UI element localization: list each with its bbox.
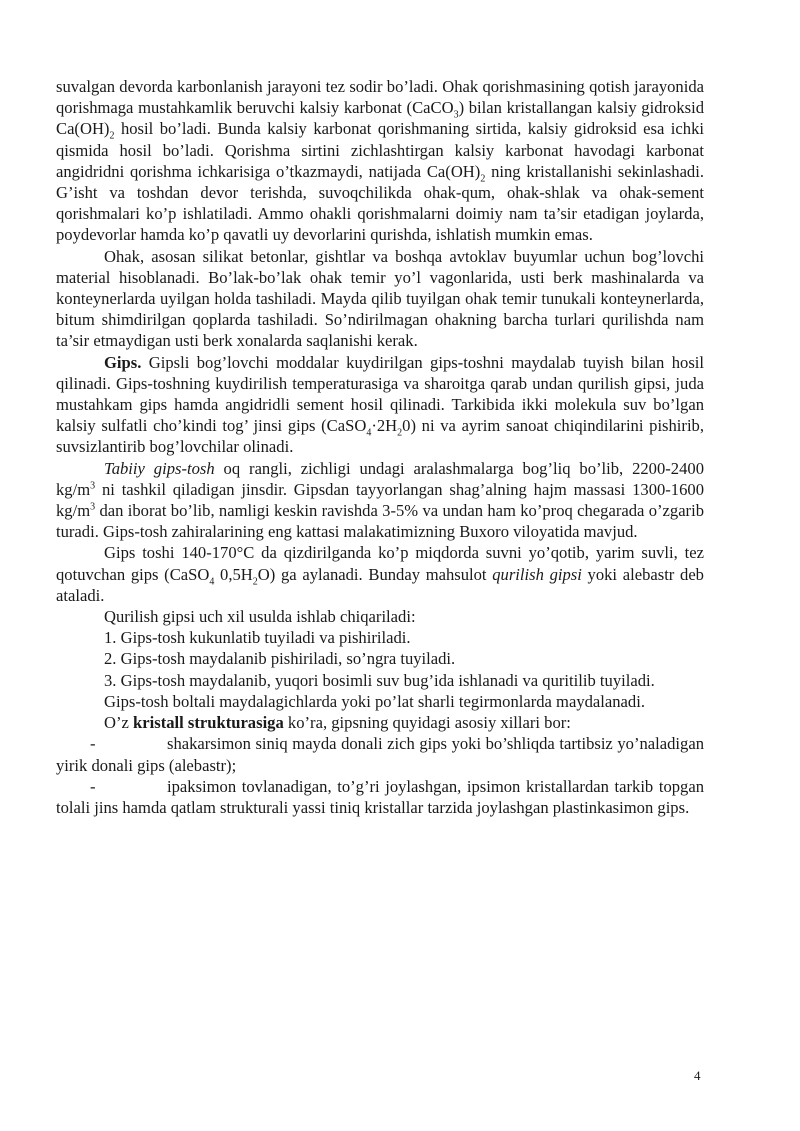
- text: ko’ra, gipsning quyidagi asosiy xillari bor:: [283, 713, 571, 733]
- subscript: 2: [397, 427, 403, 439]
- text: Gipsli bog’lovchi moddalar kuydirilgan gips-toshni maydalab tuyish bilan hosil qilinadi. Gips-toshning kuydirilish temperaturasiga va sharoitga qarab undan qurilish gipsi, juda mustahkam gips hamda angidridli sement hosil qilinadi. Tarkibida ikki molekula suv bo’lgan kalsiy sulfatli cho’kindi tog’ jinsi gips (CaSO: [56, 352, 704, 436]
- page-number: 4: [694, 1068, 701, 1083]
- section-heading: Gips.: [104, 352, 142, 372]
- subscript: 2: [109, 130, 115, 142]
- bullet-dash: -: [90, 734, 96, 754]
- list-item: 3. Gips-tosh maydalanib, yuqori bosimli suv bug’ida ishlanadi va quritilib tuyiladi.: [104, 670, 655, 690]
- bullet-item: [56, 733, 704, 775]
- text: oq rangli, zichligi undagi aralashmalarga bog’liq bo’lib, 2200-2400 kg/m: [56, 458, 704, 499]
- text: ·2H: [371, 416, 398, 436]
- document-page: [56, 76, 704, 818]
- text: yoki alebastr deb ataladi.: [56, 564, 704, 605]
- bullet-dash: -: [90, 776, 96, 796]
- bullet-text: shakarsimon siniq mayda donali zich gips yoki bo’shliqda tartibsiz yo’naladigan yirik donali gips (alebastr);: [56, 734, 704, 775]
- text: dan iborat bo’lib, namligi keskin ravishda 3-5% va undan ham ko’proq chegarada o’zgarib turadi. Gips-tosh zahiralarining eng kattasi malakatimizning Buxoro viloyatida mavjud.: [56, 501, 704, 542]
- paragraph-2: Ohak, asosan silikat betonlar, gishtlar va boshqa avtoklav buyumlar uchun bog’lovchi material hisoblanadi. Bo’lak-bo’lak ohak temir yo’l vagonlarida, usti berk mashinalarda va konteynerlarda uyilgan holda tashiladi. Mayda qilib tuyilgan ohak temir tunukali konteynerlarda, bitum shimdirilgan qoplarda tashiladi. So’ndirilmagan ohakning barcha turlari qurilishda nam ta’sir etmaydigan usti berk xonalarda saqlanishi kerak.: [56, 246, 704, 351]
- text: hosil bo’ladi. Bunda kalsiy karbonat qorishmaning sirtida, kalsiy gidroksid esa ichki qismida hosil bo’ladi. Qorishma sirtini zichlashtirgan kalsiy karbonat havodagi karbonat angidridni qorishma ichkarisiga o’tkazmaydi, natijada Ca(OH): [56, 119, 704, 181]
- paragraph-gips: [56, 352, 704, 458]
- paragraph-gips-toshi: [56, 542, 704, 606]
- text: Gips toshi 140-170°C da qizdirilganda ko’p miqdorda suvni yo’qotib, yarim suvli, tez qotuvchan gips (CaSO: [56, 543, 704, 584]
- bullet-text: ipaksimon tovlanadigan, to’g’ri joylashgan, ipsimon kristallardan tarkib topgan tolali jins hamda qatlam strukturali yassi tiniq kristallar tarzida joylashgan plastinkasimon gips.: [56, 776, 704, 817]
- subscript: 4: [366, 427, 372, 439]
- list-item: 2. Gips-tosh maydalanib pishiriladi, so’ngra tuyiladi.: [104, 649, 456, 669]
- text: suvalgan devorda karbonlanish jarayoni tez sodir bo’ladi. Ohak qorishmasining qotish jarayonida qorishmaga mustahkamlik beruvchi kalsiy karbonat (CaCO: [56, 77, 704, 118]
- paragraph-gips-tosh: [56, 458, 704, 543]
- superscript: 3: [90, 480, 96, 492]
- text: O’z: [104, 713, 134, 733]
- paragraph-crystal-structure: [56, 712, 704, 733]
- text: 0,5H: [214, 564, 253, 584]
- subscript: 2: [480, 173, 486, 185]
- paragraph-methods-intro: Qurilish gipsi uch xil usulda ishlab chiqariladi:: [104, 607, 416, 627]
- subscript: 4: [209, 575, 215, 587]
- bullet-item: [56, 776, 704, 818]
- bold-term: kristall strukturasiga: [133, 713, 284, 733]
- italic-term: Tabiiy gips-tosh: [104, 458, 215, 478]
- subscript: 3: [453, 109, 459, 121]
- text: ning kristallanishi sekinlashadi. G’isht va toshdan devor terishda, suvoqchilikda ohak-qum, ohak-shlak va ohak-sement qorishmalari ko’p ishlatiladi. Ammo ohakli qorishmalarni doimiy nam ta’sir etadigan joylarda, poydevorlar hamda ko’p qavatli uy devorlarini qurishda, ishlatish mumkin emas.: [56, 161, 704, 245]
- text: ni tashkil qiladigan jinsdir. Gipsdan tayyorlangan shag’alning hajm massasi 1300-1600 kg/m: [56, 479, 704, 521]
- italic-term: qurilish gipsi: [492, 564, 582, 584]
- subscript: 2: [252, 575, 258, 587]
- superscript: 3: [90, 501, 96, 513]
- list-item: 1. Gips-tosh kukunlatib tuyiladi va pishiriladi.: [104, 628, 411, 648]
- paragraph-grinding: Gips-tosh boltali maydalagichlarda yoki po’lat sharli tegirmonlarda maydalanadi.: [104, 691, 645, 711]
- text: ) bilan kristallangan kalsiy gidroksid Ca(OH): [56, 98, 704, 139]
- paragraph-1: [56, 76, 704, 246]
- text: 0) ni va ayrim sanoat chiqindilarini pishirib, suvsizlantirib bog’lovchilar olinadi.: [56, 416, 704, 457]
- text: O) ga aylanadi. Bunday mahsulot: [257, 564, 493, 584]
